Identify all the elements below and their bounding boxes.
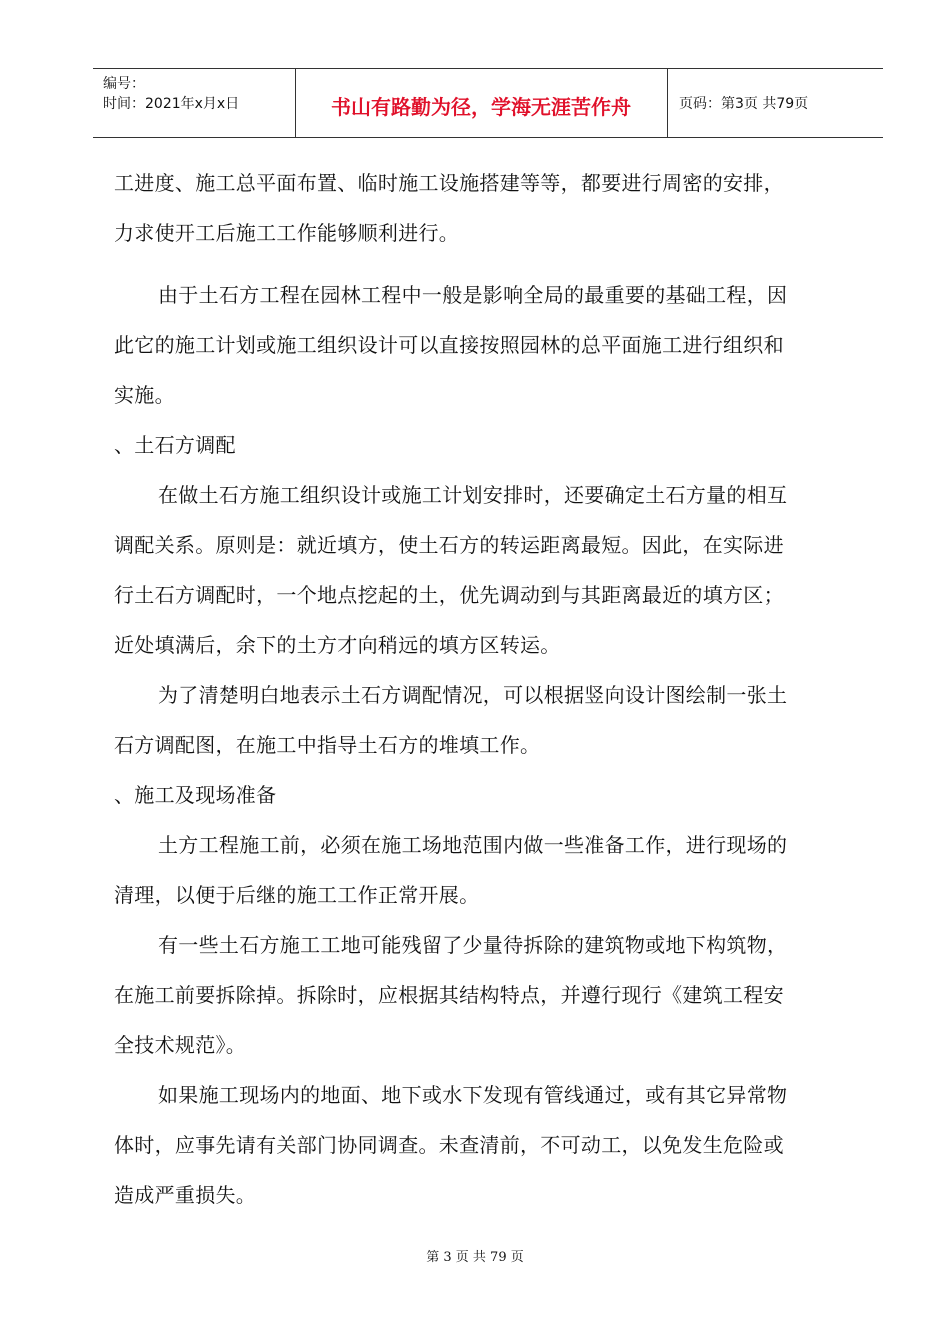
paragraph-start-line: 为了清楚明白地表示土石方调配情况，可以根据竖向设计图绘制一张土 xyxy=(158,683,788,707)
motto-text: 书山有路勤为径，学海无涯苦作舟 xyxy=(331,95,631,119)
paragraph-start-line: 在做土石方施工组织设计或施工计划安排时，还要确定土石方量的相互 xyxy=(158,483,788,507)
text-line: 造成严重损失。 xyxy=(114,1183,257,1207)
text-line: 力求使开工后施工工作能够顺利进行。 xyxy=(114,221,460,245)
text-line: 近处填满后，余下的土方才向稍远的填方区转运。 xyxy=(114,633,561,657)
header-meta-cell xyxy=(93,69,296,137)
section-heading: 、土石方调配 xyxy=(114,433,236,457)
header-page-cell xyxy=(667,69,883,137)
text-line: 行土石方调配时，一个地点挖起的土，优先调动到与其距离最近的填方区； xyxy=(114,583,784,607)
text-line: 清理，以便于后继的施工工作正常开展。 xyxy=(114,883,480,907)
header-motto-cell xyxy=(295,69,668,137)
number-label: 编号： xyxy=(103,76,145,92)
text-line: 全技术规范》。 xyxy=(114,1033,247,1057)
time-label: 时间：2021年x月x日 xyxy=(103,96,240,112)
text-line: 工进度、施工总平面布置、临时施工设施搭建等等，都要进行周密的安排， xyxy=(114,171,784,195)
paragraph-start-line: 土方工程施工前，必须在施工场地范围内做一些准备工作，进行现场的 xyxy=(158,833,788,857)
paragraph-start-line: 有一些土石方施工工地可能残留了少量待拆除的建筑物或地下构筑物， xyxy=(158,933,788,957)
text-line: 在施工前要拆除掉。拆除时，应根据其结构特点，并遵行现行《建筑工程安 xyxy=(114,983,784,1007)
text-line: 石方调配图，在施工中指导土石方的堆填工作。 xyxy=(114,733,541,757)
text-line: 实施。 xyxy=(114,383,175,407)
page-number-label: 页码：第3页 共79页 xyxy=(679,96,809,112)
text-line: 调配关系。原则是：就近填方，使土石方的转运距离最短。因此，在实际进 xyxy=(114,533,784,557)
page-footer: 第 3 页 共 79 页 xyxy=(426,1250,524,1265)
section-heading: 、施工及现场准备 xyxy=(114,783,277,807)
text-line: 此它的施工计划或施工组织设计可以直接按照园林的总平面施工进行组织和 xyxy=(114,333,784,357)
paragraph-start-line: 由于土石方工程在园林工程中一般是影响全局的最重要的基础工程，因 xyxy=(158,283,788,307)
page-header xyxy=(93,68,883,138)
text-line: 体时，应事先请有关部门协同调查。未查清前，不可动工，以免发生危险或 xyxy=(114,1133,784,1157)
paragraph-start-line: 如果施工现场内的地面、地下或水下发现有管线通过，或有其它异常物 xyxy=(158,1083,788,1107)
